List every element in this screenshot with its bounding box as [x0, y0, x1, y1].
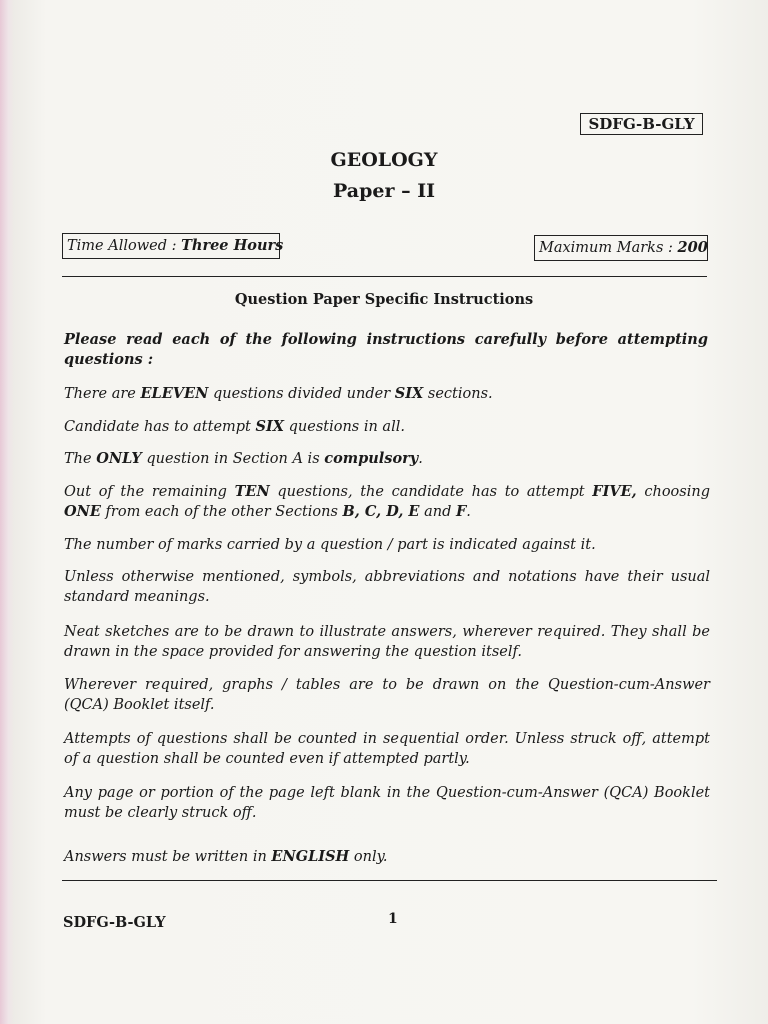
instruction-item: The ONLY question in Section A is compulsory.	[64, 450, 423, 467]
time-allowed-value: Three Hours	[181, 237, 284, 254]
instruction-item: Neat sketches are to be drawn to illustrate answers, wherever required. They shall be drawn in the space provided for answering the question itself.	[64, 624, 710, 660]
paper-title: Paper – II	[333, 180, 435, 202]
instruction-item: Any page or portion of the page left blank in the Question-cum-Answer (QCA) Booklet must be clearly struck off.	[64, 785, 710, 821]
maximum-marks-value: 200	[677, 239, 708, 256]
instruction-item: Out of the remaining TEN questions, the candidate has to attempt FIVE, choosing ONE from each of the other Sections B, C, D, E and F.	[64, 483, 710, 520]
instructions-heading: Question Paper Specific Instructions	[234, 291, 534, 308]
instruction-item: Attempts of questions shall be counted in sequential order. Unless struck off, attempt of a question shall be counted even if attempted partly.	[64, 731, 710, 767]
instruction-item: Wherever required, graphs / tables are to be drawn on the Question-cum-Answer (QCA) Booklet itself.	[64, 677, 710, 713]
footer-paper-code: SDFG-B-GLY	[63, 914, 166, 931]
instruction-item: There are ELEVEN questions divided under SIX sections.	[64, 385, 493, 402]
maximum-marks-box	[534, 235, 708, 261]
instruction-item: Answers must be written in ENGLISH only.	[64, 848, 388, 865]
time-allowed-label: Time Allowed :	[67, 238, 182, 254]
page-number: 1	[388, 911, 398, 927]
instruction-item: The number of marks carried by a question / part is indicated against it.	[64, 537, 596, 553]
paper-code-box: SDFG-B-GLY	[580, 113, 703, 135]
maximum-marks-label: Maximum Marks :	[539, 240, 678, 256]
subject-title: GEOLOGY	[330, 149, 438, 171]
top-divider	[62, 276, 707, 277]
bottom-divider	[62, 880, 717, 881]
instructions-lead: Please read each of the following instructions carefully before attempting questions :	[64, 331, 708, 368]
instruction-item: Candidate has to attempt SIX questions in all.	[64, 418, 405, 435]
instruction-item: Unless otherwise mentioned, symbols, abbreviations and notations have their usual standard meanings.	[64, 569, 710, 605]
time-allowed-box	[62, 233, 284, 259]
